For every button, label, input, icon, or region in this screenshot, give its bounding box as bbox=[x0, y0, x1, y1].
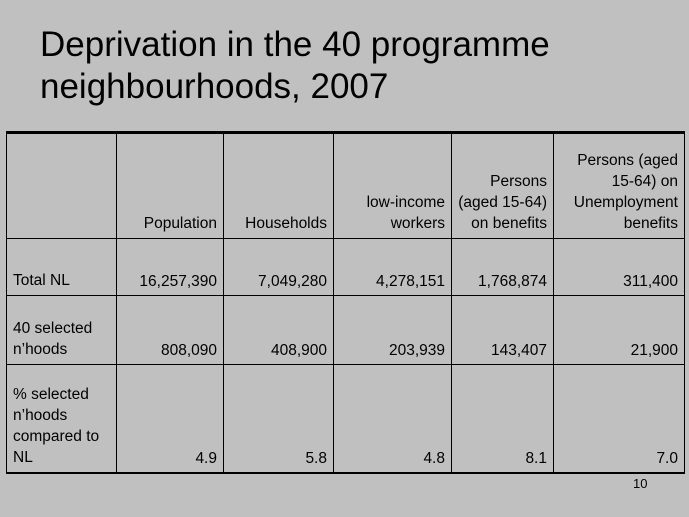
slide-title bbox=[40, 24, 660, 108]
table-row bbox=[7, 296, 685, 365]
column-header-persons-on-benefits: Persons (aged 15-64) on benefits bbox=[452, 133, 554, 239]
cell-percent-households: 5.8 bbox=[224, 365, 334, 473]
cell-selected-population: 808,090 bbox=[117, 296, 224, 365]
page-number: 10 bbox=[633, 476, 648, 491]
cell-selected-persons-on-benefits: 143,407 bbox=[452, 296, 554, 365]
column-header-low-income-workers: low-income workers bbox=[334, 133, 452, 239]
cell-percent-low-income-workers: 4.8 bbox=[334, 365, 452, 473]
slide-title-line-1: Deprivation in the 40 programme bbox=[40, 25, 550, 64]
cell-selected-unemployment-benefits: 21,900 bbox=[554, 296, 685, 365]
slide-title-line-2: neighbourhoods, 2007 bbox=[40, 67, 389, 106]
cell-selected-low-income-workers: 203,939 bbox=[334, 296, 452, 365]
cell-total-nl-households: 7,049,280 bbox=[224, 239, 334, 296]
deprivation-table bbox=[6, 131, 685, 474]
cell-total-nl-unemployment-benefits: 311,400 bbox=[554, 239, 685, 296]
column-header-population: Population bbox=[117, 133, 224, 239]
cell-total-nl-low-income-workers: 4,278,151 bbox=[334, 239, 452, 296]
row-label-40-selected-nhoods: 40 selected n’hoods bbox=[7, 296, 117, 365]
table-row bbox=[7, 365, 685, 473]
row-label-percent-selected: % selected n’hoods compared to NL bbox=[7, 365, 117, 473]
row-label-total-nl: Total NL bbox=[7, 239, 117, 296]
cell-total-nl-population: 16,257,390 bbox=[117, 239, 224, 296]
column-header-persons-on-unemployment-benefits: Persons (aged 15-64) on Unemployment benefits bbox=[554, 133, 685, 239]
cell-percent-persons-on-benefits: 8.1 bbox=[452, 365, 554, 473]
table-header-row bbox=[7, 133, 685, 239]
table-row bbox=[7, 239, 685, 296]
column-header-households: Households bbox=[224, 133, 334, 239]
cell-percent-population: 4.9 bbox=[117, 365, 224, 473]
cell-selected-households: 408,900 bbox=[224, 296, 334, 365]
cell-total-nl-persons-on-benefits: 1,768,874 bbox=[452, 239, 554, 296]
cell-percent-unemployment-benefits: 7.0 bbox=[554, 365, 685, 473]
column-header-empty bbox=[7, 133, 117, 239]
